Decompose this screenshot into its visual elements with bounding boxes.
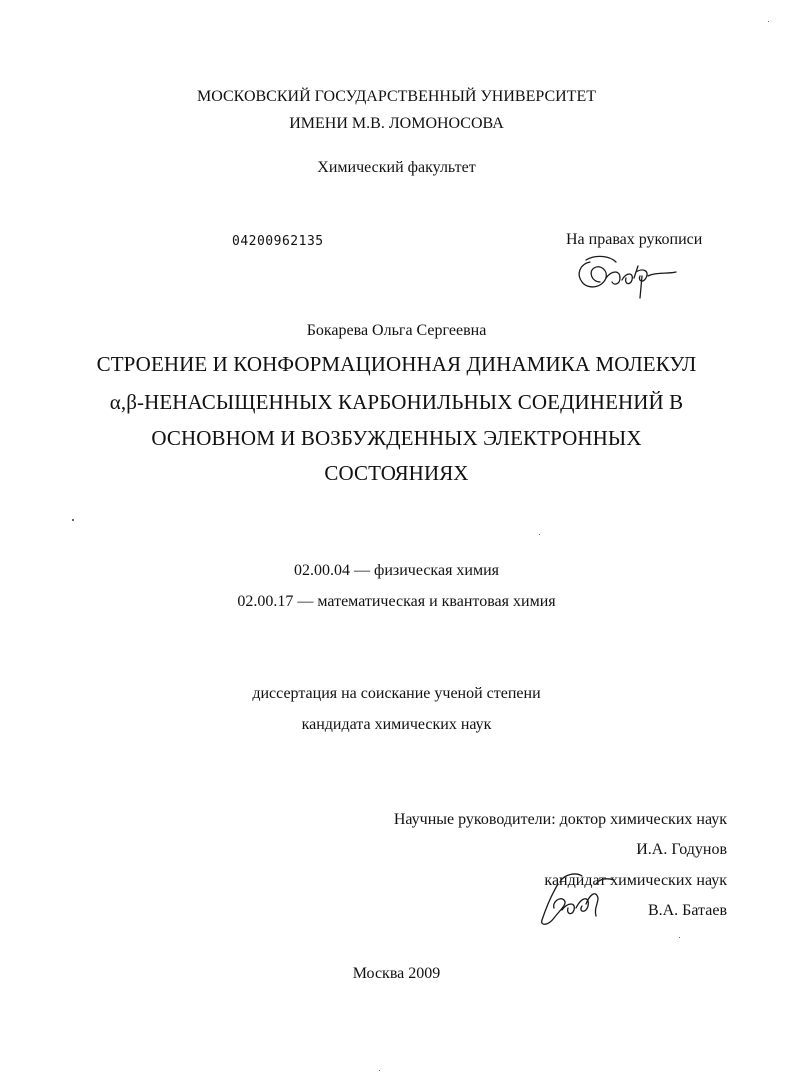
city-year: Москва 2009 [352, 965, 441, 982]
thesis-title-line4: СОСТОЯНИЯХ [324, 461, 469, 485]
registry-number: 04200962135 [232, 234, 324, 249]
thesis-title-line2: α,β-НЕНАСЫЩЕННЫХ КАРБОНИЛЬНЫХ СОЕДИНЕНИЙ В [109, 390, 684, 414]
university-name-line1: МОСКОВСКИЙ ГОСУДАРСТВЕННЫЙ УНИВЕРСИТЕТ [197, 88, 596, 105]
scan-speck [539, 534, 540, 535]
supervisor-name-1: И.А. Годунов [636, 841, 727, 858]
scan-speck [768, 21, 769, 22]
faculty-name: Химический факультет [317, 159, 476, 176]
handwritten-signature-author [572, 252, 682, 304]
handwritten-signature-supervisor [538, 868, 618, 930]
specialty-code-2: 02.00.17 — математическая и квантовая химия [237, 593, 556, 610]
supervisors-line2: кандидат химических наук [544, 872, 727, 889]
degree-line2: кандидата химических наук [301, 716, 492, 733]
scan-speck [379, 1070, 380, 1071]
rights-note: На правах рукописи [566, 231, 703, 248]
thesis-title-line1: СТРОЕНИЕ И КОНФОРМАЦИОННАЯ ДИНАМИКА МОЛЕКУЛ [96, 352, 697, 376]
thesis-title-line3: ОСНОВНОМ И ВОЗБУЖДЕННЫХ ЭЛЕКТРОННЫХ [151, 426, 642, 450]
author-name: Бокарева Ольга Сергеевна [306, 322, 487, 339]
supervisors-line1: Научные руководители: доктор химических наук [393, 811, 727, 828]
scan-speck [679, 937, 680, 938]
degree-line1: диссертация на соискание ученой степени [252, 685, 541, 702]
specialty-code-1: 02.00.04 — физическая химия [293, 562, 500, 579]
university-name-line2: ИМЕНИ М.В. ЛОМОНОСОВА [289, 115, 504, 132]
supervisor-name-2: В.А. Батаев [647, 902, 727, 919]
scan-speck [72, 519, 74, 521]
